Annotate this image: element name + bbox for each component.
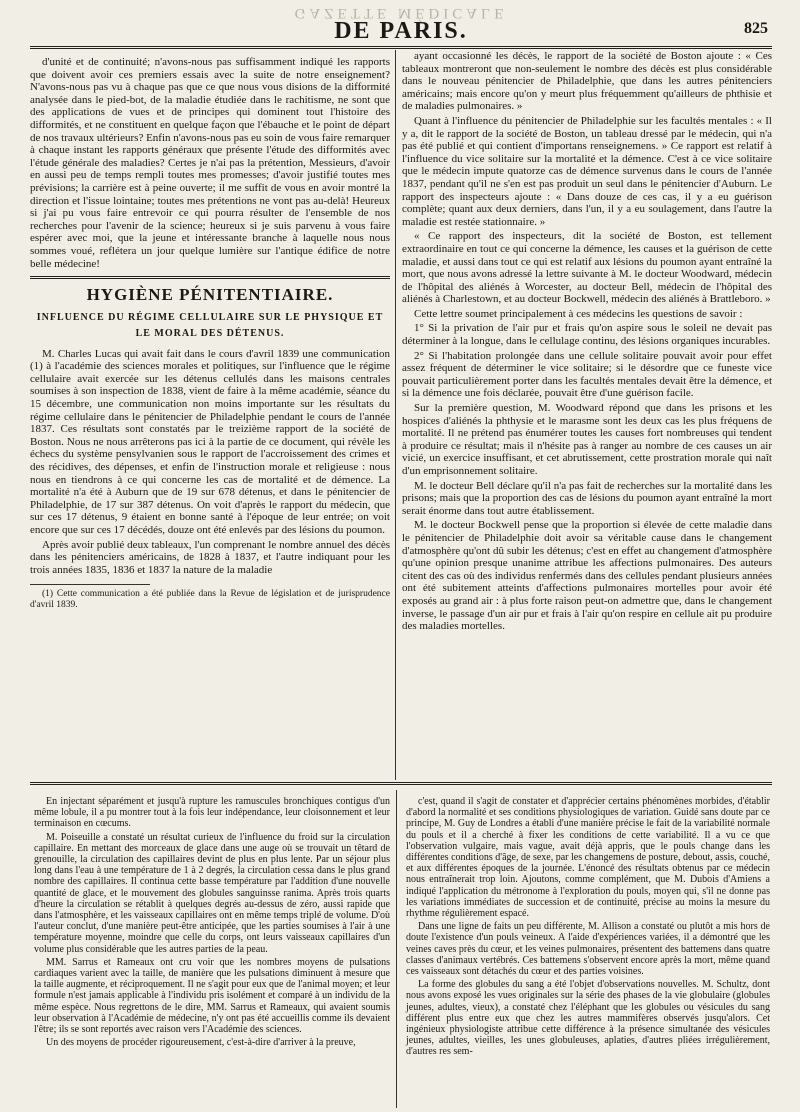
article-paragraph: M. le docteur Bockwell pense que la proportion si élevée de cette maladie dans le pénitencier de Philadelphie doit avoir sa véritable cause dans le changement d'atmosphère qu'ont dû subir les détenus; c'est en effet au changement d'atmosphère qu'une opinion presque unanime attribue les affections pulmonaires. Des auteurs citent des cas où des individus renfermés dans des cellules pendant plusieurs années ont été subitement atteints d'affections pulmonaires mortelles pour avoir été exposés au grand air : à plus forte raison peut-on admettre que, dans le changement inverse, le passage d'un air pur et frais à l'air qu'on respire en cellule ait pu produire des maladies mortelles. xyxy=(402,519,772,633)
feuilleton-paragraph: c'est, quand il s'agit de constater et d'apprécier certains phénomènes morbides, d'établir d'abord la normalité et ses conditions physiologiques de variation. Guidé sans doute par ce principe, M. Guy de Londres a établi d'une manière précise le fait de la variabilité normale du pouls et il a cherché à fixer les conditions de cette variabilité. Il a vu ce que l'observation vulgaire, mais vague, avait déjà appris, que le pouls change dans les différentes conditions d'âge, de sexe, par les changemens de posture, debout, assis, couché, et aux différentes époques de la journée. L'énoncé des résultats obtenus par ce médecin nous entraînerait trop loin. Ajoutons, comme complément, que M. Dubois d'Amiens a indiqué l'application du métronome à l'exploration du pouls, moyen qui, s'il ne donne pas les variations immédiates de succession et de continuité, précise au moins la mesure du rhythme régulièrement espacé. xyxy=(406,796,770,920)
feuilleton-paragraph: La forme des globules du sang a été l'objet d'observations nouvelles. M. Schultz, dont nous avons exposé les vues originales sur la série des phases de la vie globulaire (globules jeunes, adultes, vieux), a constaté chez l'éléphant que les globules ou vésicules du sang différent plus entre eux que chez les autres mammifères observés jusqu'alors. Cet ingénieux physiologiste attribue cette différence à la présence simultanée des vésicules jeunes, adultes, vieilles, les unes globuleuses, aplaties, d'autres pliées irrégulièrement, d'autres res sem- xyxy=(406,979,770,1058)
article-paragraph: Après avoir publié deux tableaux, l'un comprenant le nombre annuel des décès dans les pénitenciers américains, de 1828 à 1837, et l'autre indiquant pour les trois années 1835, 1836 et 1837 la nature de la maladie xyxy=(30,538,390,576)
masthead xyxy=(30,4,772,44)
article-paragraph: 1° Si la privation de l'air pur et frais qu'on aspire sous le soleil ne devait pas déterminer à la longue, dans le cellulage continu, des lésions organiques incurables. xyxy=(402,322,772,348)
feuilleton-paragraph: En injectant séparément et jusqu'à rupture les ramuscules bronchiques contigus d'un même lobule, il a pu montrer tout à la fois leur indépendance, leur cloisonnement et leur terminaison en cœcums. xyxy=(34,796,390,830)
article-paragraph: 2° Si l'habitation prolongée dans une cellule solitaire pouvait avoir pour effet assez fréquent de déterminer le vice solitaire; si le désordre que ce funeste vice pouvait particulièrement porter dans les facultés mentales devait être la démence, et si la démence une fois déclarée, pouvait être d'une guérison facile. xyxy=(402,349,772,400)
article-paragraph: M. Charles Lucas qui avait fait dans le cours d'avril 1839 une communication (1) à l'académie des sciences morales et politiques, sur l'influence que le régime cellulaire avait exercée sur les détenus cellulés dans les maisons centrales soumises à son inspection de 1838, vient de faire à la même académie, séance du 15 décembre, une communication non moins importante sur les résultats du régime cellulaire dans le pénitencier de Philadelphie pendant le cours de l'année 1837. Ces résultats sont constatés par le treizième rapport de la société de Boston. Nous ne nous arrêterons pas ici à la partie de ce document, qui révèle les échecs du système pensylvanien sous le rapport de l'accroissement des crimes et des récidives, des dépenses, et enfin de l'instruction morale et religieuse : nous nous en tiendrons à ce qui concerne les cas de mortalité et de démence. La mortalité n'a été à Auburn que de 19 sur 678 détenus, et dans le pénitencier de Philadelphie, de 17 sur 387 détenus. On voit d'après le rapport du médecin, que sur ces 17 détenus, 9 étaient en bonne santé à l'époque de leur entrée; on voit encore que sur ces 17 décédés, douze ont été enlevés par des lésions du poumon. xyxy=(30,347,390,536)
feuilleton-paragraph: MM. Sarrus et Rameaux ont cru voir que les nombres moyens de pulsations cardiaques varient avec la taille, de manière que les pulsations diminuent à mesure que la taille augmente, et réciproquement. Il ne s'agit pour eux que de l'animal moyen; et leur formule n'est jamais applicable à l'individu pris isolément et comparé à un individu de la même espèce. Nous regrettons de le dire, MM. Sarrus et Rameaux, qui avaient soumis leur observation à l'Académie de médecine, n'y ont pas été accueillis comme ils devaient l'être; ils se sont reportés avec raison vers l'Académie des sciences. xyxy=(34,956,390,1036)
right-column xyxy=(402,50,772,635)
feuilleton-paragraph: M. Poiseuille a constaté un résultat curieux de l'influence du froid sur la circulation capillaire. En mettant des morceaux de glace dans une auge où se trouvait un têtard de grenouille, la circulation des capillaires devint de plus en plus lente. Par un séjour plus long dans l'eau à une température de 1 à 2 degrés, la circulation cessa dans le plus grand nombre des capillaires. Il continua cette basse température par l'addition d'une nouvelle quantité de glace, et le mouvement des globules sanguinsse ranima. Après trois quarts d'heure la circulation se rétablit à quelques degrés au-dessus de zéro, aussi rapide que dans l'atmosphère, et les vaisseaux capillaires ont en même temps triplé de volume. D'où l'auteur conclut, d'une manière peut-être anticipée, que les parties soumises à l'air à une température moyenne, moindre que celle du corps, ont leurs vaisseaux capillaires d'un volume plus considérable que les autres parties de la peau. xyxy=(34,831,390,955)
footnote: (1) Cette communication a été publiée dans la Revue de législation et de jurisprudence d'avril 1839. xyxy=(30,589,390,611)
subtitle-line: LE MORAL DES DÉTENUS. xyxy=(135,327,285,339)
header-rule xyxy=(30,46,772,49)
newspaper-page xyxy=(30,0,772,1112)
show-through-title: GAZETTE MÉDICALE xyxy=(294,5,508,21)
article-paragraph: Sur la première question, M. Woodward répond que dans les prisons et les hospices d'aliénés la phthysie et le marasme sont les deux cas les plus fréquens de mortalité. Il ne prétend pas énumérer toutes les causes fort nombreuses qui tendent à produire ce résultat; mais il n'hésite pas à ranger au nombre de ces causes un air vicié, un exercice insuffisant, et cet abrutissement, cette prostration morale qui naît d'un emprisonnement solitaire. xyxy=(402,402,772,477)
feuilleton-paragraph: Dans une ligne de faits un peu différente, M. Allison a constaté ou plutôt a mis hors de doute l'existence d'un pouls veineux. A l'aide d'expériences variées, il a démontré que les veines caves près du cœur, et les veines pulmonaires, présentent des battemens dans quatre classes d'animaux vertébrés. Ces battemens s'observent encore après la mort, même quand ces vaisseaux sont détachés du cœur et des parties voisines. xyxy=(406,921,770,978)
intro-paragraph: d'unité et de continuité; n'avons-nous pas suffisamment indiqué les rapports que doivent avoir ces premiers essais avec la suite de notre enseignement? N'avons-nous pas vu à chaque pas que ce que nous vous disions de la difformité analysée dans le pied-bot, de la maladie étudiée dans le rachitisme, ne sont que des applications de vues et de principes qui dominent tout l'histoire des difformités, et ne constituent en quelque façon que l'ébauche et le point de départ de nos travaux ultérieurs? Enfin n'avons-nous pas eu soin de vous faire remarquer à chaque instant les rapports généraux que présente l'étude des difformités avec l'étude générale des maladies? Certes je n'ai pas la prétention, Messieurs, d'avoir en aussi peu de temps rempli toutes mes promesses; d'avoir justifié toutes mes prévisions; la carrière est à peine ouverte; il me suffit de vous en avoir montré la direction et l'issue lointaine; toutes mes prétentions ne vont pas au-delà! Heureux si j'ai pu vous faire entrevoir ce qui pourra résulter de l'ensemble de nos recherches pour l'avenir de la science; heureux si je suis parvenu à vous faire espérer avec moi, que la jeune et intéressante branche à laquelle nous nous sommes voué, reflétera un jour quelque lumière sur l'antique édifice de notre belle médecine! xyxy=(30,56,390,270)
article-paragraph: ayant occasionné les décès, le rapport de la société de Boston ajoute : « Ces tableaux montreront que non-seulement le nombre des décès est plus considérable dans le nouveau pénitencier de Philadelphie, que dans les autres pénitenciers américains; mais encore qu'on y meurt plus fréquemment qu'ailleurs de phthisie et de maladies pulmonaires. » xyxy=(402,50,772,113)
section-subtitle xyxy=(30,310,390,342)
feuilleton-paragraph: Un des moyens de procéder rigoureusement, c'est-à-dire d'arriver à la preuve, xyxy=(46,1037,356,1049)
article-paragraph: M. le docteur Bell déclare qu'il n'a pas fait de recherches sur la mortalité dans les prisons; mais que la proportion des cas de lésions du poumon ayant entraîné la mort serait énorme dans tout autre établissement. xyxy=(402,479,772,517)
footnote-rule xyxy=(30,584,150,585)
section-title: HYGIÈNE PÉNITENTIAIRE. xyxy=(86,285,334,305)
article-paragraph: Quant à l'influence du pénitencier de Philadelphie sur les facultés mentales : « Il y a, dit le rapport de la société de Boston, un tableau dressé par le médecin, qui n'a pas été publié et qui contient d'importans renseignemens. » Ce rapport est relatif à l'influence du vice solitaire sur la mortalité et la démence. C'est à ce vice solitaire que le médecin impute quatorze cas de démence survenus dans le cours de l'année 1837, pendant qu'il ne s'en est pas produit un seul dans le pénitencier d'Auburn. Le rapport des inspecteurs ajoute : « Dans douze de ces cas, il y a eu guérison complète; quant aux deux derniers, dans l'un, il y a eu soulagement, dans l'autre la maladie est restée stationnaire. » xyxy=(402,114,772,228)
bottom-column-divider xyxy=(396,790,397,1108)
column-divider xyxy=(395,50,396,780)
page-number: 825 xyxy=(744,20,768,37)
bottom-left-column xyxy=(34,796,390,1050)
article-paragraph: « Ce rapport des inspecteurs, dit la société de Boston, est tellement extraordinaire en tout ce qui concerne la démence, les causes et la guérison de cette maladie, et aussi dans tout ce qui est relatif aux lésions du poumon ayant entraîné la mort, que nous avons adressé la lettre suivante à M. le docteur Woodward, médecin de l'hôpital des aliénés à Worcester, au docteur Bell, médecin de l'hôpital des aliénés à Charlestown, et au docteur Bockwell, médecin des aliénés à Brattleboro. » xyxy=(402,230,772,306)
feuilleton-rule xyxy=(30,782,772,785)
journal-title: DE PARIS. xyxy=(334,18,468,44)
article-paragraph: Cette lettre soumet principalement à ces médecins les questions de savoir : xyxy=(414,307,743,320)
bottom-right-column xyxy=(406,796,770,1060)
subtitle-line: INFLUENCE DU RÉGIME CELLULAIRE SUR LE PHYSIQUE ET xyxy=(36,311,384,323)
left-column xyxy=(30,56,390,611)
section-rule xyxy=(30,276,390,279)
